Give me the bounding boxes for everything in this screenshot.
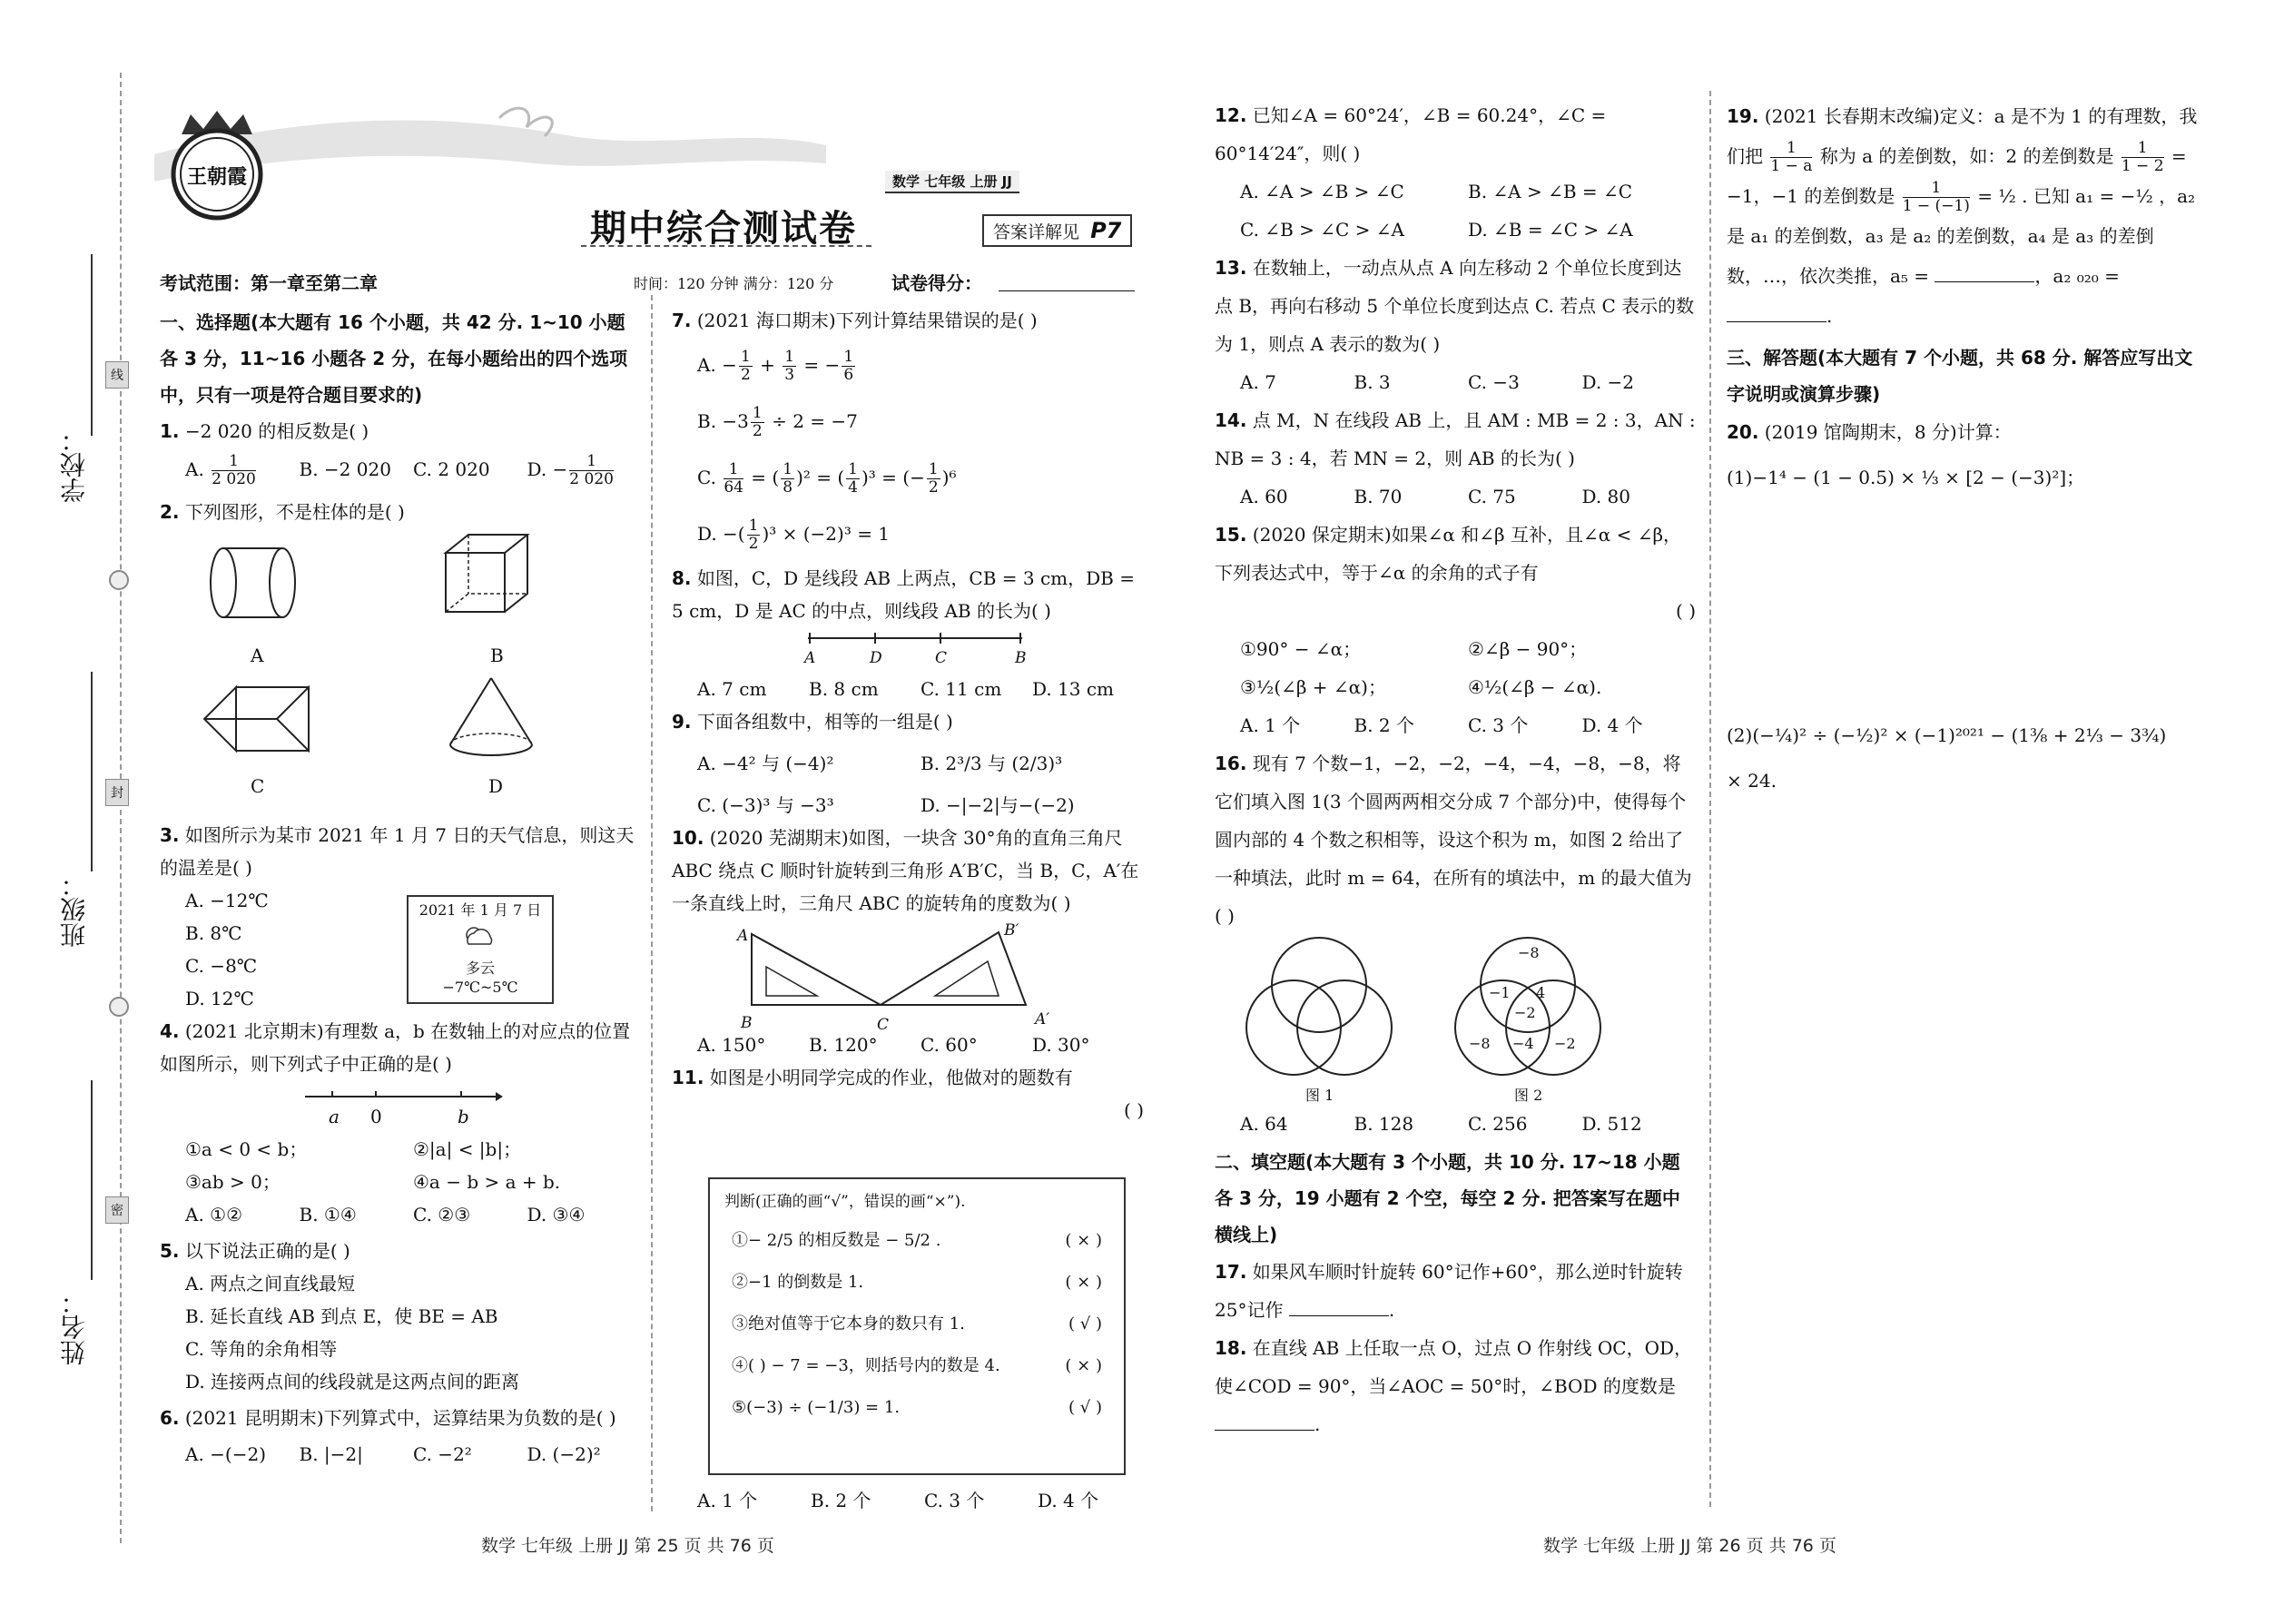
binding-hole [109,997,129,1017]
column-1 [160,304,641,1471]
cube-figure [441,530,532,621]
cone-figure [441,674,541,764]
q19-a2020-blank[interactable] [1727,304,1826,322]
column-separator [651,295,653,1511]
answer-ref-page: P7 [1090,218,1122,243]
section-3-heading: 三、解答题(本大题有 7 个小题，共 68 分. 解答应写出文字说明或演算步骤) [1727,347,2193,405]
cloud-icon [458,922,503,948]
number-line: a 0 b [160,1080,641,1129]
footer-right: 数学 七年级 上册 JJ 第 26 页 共 76 页 [1543,1536,1836,1556]
question-16: 16. 现有 7 个数−1，−2，−2，−4，−4，−8，−8，将它们填入图 1(3 个圆两两相交分成 7 个部分)中，使得每个圆内部的 4 个数之积相等，设这个积为 m，如图 2 给出了一种填法，此时 m = 64，在所有的填法中，m 的最大值为( ) [1215,753,1692,927]
question-18: 18. 在直线 AB 上任取一点 O，过点 O 作射线 OC，OD，使∠COD = 90°，当∠AOC = 50°时，∠BOD 的度数是 . [1215,1337,1693,1435]
figure-c-label: C [251,775,265,797]
question-11-options: A. 1 个 B. 2 个 C. 3 个 D. 4 个 [697,1490,1099,1511]
title-underline [581,245,871,247]
question-7: 7. (2021 海口期末)下列计算结果错误的是( ) A. − $\frac{1}{2}$ + $\frac{1}{3}$ = − $\frac{1}{6}$ B. −3 $\frac{1}{2}$ ÷ 2 = −7 C. $\frac{1}{64}$ = ( $\frac{1}{8}$ )² = ( $\frac{1}{4}$ )³ = (− $\frac{1}{2}$ )⁶ D. −( $\frac{1}{2}$ )³ × (−2)³ = 1 [672,310,1038,553]
question-10: 10. (2020 芜湖期末)如图，一块含 30°角的直角三角尺 ABC 绕点 C 顺时针旋转到三角形 A′B′C，当 B，C，A′在一条直线上时，三角尺 ABC 的旋转角的度数为( ) A B C B′ A′ A. 150° B. 120° C. 60° D. 30° [672,822,1144,1061]
question-5: 5. 以下说法正确的是( ) A. 两点之间直线最短 B. 延长直线 AB 到点 E，使 BE = AB C. 等角的余角相等 D. 连接两点间的线段就是这两点间的距离 [160,1240,520,1393]
question-2: 2. 下列图形，不是柱体的是( ) [160,501,405,523]
footer-left: 数学 七年级 上册 JJ 第 25 页 共 76 页 [481,1536,774,1556]
section-2-heading: 二、填空题(本大题有 3 个小题，共 10 分. 17~18 小题各 3 分，19 小题有 2 个空，每空 2 分. 把答案写在题中横线上) [1215,1151,1680,1245]
q18-answer-blank[interactable] [1215,1412,1314,1431]
column-3: 12. 已知∠A = 60°24′，∠B = 60.24°，∠C = 60°14′24″，则( ) A. ∠A > ∠B > ∠C B. ∠A > ∠B = ∠C C. ∠B > ∠C > ∠A D. ∠B = ∠C > ∠A 13. 在数轴上，一动点从点 A 向左移动 2 个单位长度到达点 B，再向右移动 5 个单位长度到达点 C. 若点 C 表示的数为 1，则点 A 表示的数为( ) A. 7 B. 3 C. −3 D. −2 14. 点 M，N 在线段 AB 上，且 AM : MB = 2 : 3，AN : NB = 3 : 4，若 MN = 2，则 AB 的长为( ) A. 60 B. 70 C. 75 D. 80 15. (2020 保定期末)如果∠α 和∠β 互补，且∠α < ∠β，下列表达式中，等于∠α 的余角的式子有 ( ) ①90° − ∠α； ②∠β − 90°； ③½(∠β + ∠α)； ④½(∠β − ∠α). A. 1 个 B. 2 个 C. 3 个 D. 4 个 16. 现有 7 个数−1，−2，−2，−4，−4，−8，−8，将它们填入图 1(3 个圆两两相交分成 7 个部分)中，使得每个圆内部的 4 个数之积相等，设这个积为 m，如图 2 给出了一种填法，此时 m = 64，在所有的填法中，m 的最大值为( ) 图 1 −8 −1 4 −2 −8 −4 −2 图 2 A. 64 B. 128 C. 256 D. 512 二、填空题(本大题有 3 个小题，共 10 分. 17~18 小题各 3 分，19 小题有 2 个空，每空 2 分. 把答案写在题中横线上) 17. 如果风车顺时针旋转 60°记作+60°，那么逆时针旋转 25°记作 . 18. 在直线 AB 上任取一点 O，过点 O 作射线 OC，OD，使∠COD = 90°，当∠AOC = 50°时，∠BOD 的度数是 . [1215,96,1696,1443]
q20-part-2: (2)(−¼)² ÷ (−½)² × (−1)²⁰²¹ − (1⅜ + 2⅓ − 3¾) [1727,724,2167,746]
name-underline [91,1080,93,1280]
time-info: 时间：120 分钟 满分：120 分 [634,275,834,292]
q20-part-2-continued: × 24. [1727,770,1777,792]
logo-text: 王朝霞 [186,165,247,189]
q19-a5-blank[interactable] [1935,264,2034,282]
score-blank [999,290,1135,291]
seal-tag-line: 线 [105,361,129,389]
section-1-heading: 一、选择题(本大题有 16 个小题，共 42 分. 1~10 小题各 3 分，11~16 小题各 2 分，在每小题给出的四个选项中，只有一项是符合题目要求的) [160,311,628,406]
figure-b-label: B [490,645,504,666]
question-13: 13. 在数轴上，一动点从点 A 向左移动 2 个单位长度到达点 B，再向右移动 5 个单位长度到达点 C. 若点 C 表示的数为 1，则点 A 表示的数为( ) A. 7 B. 3 C. −3 D. −2 [1215,257,1695,393]
cylinder-figure [205,537,305,628]
school-label: 学校： [59,427,89,503]
seal-tag-secret: 密 [105,1196,129,1224]
school-underline [91,254,93,436]
question-15: 15. (2020 保定期末)如果∠α 和∠β 互补，且∠α < ∠β，下列表达式中，等于∠α 的余角的式子有 ( ) ①90° − ∠α； ②∠β − 90°； ③½(∠β + ∠α)； ④½(∠β − ∠α). A. 1 个 B. 2 个 C. 3 个 D. 4 个 [1215,524,1696,736]
question-8: 8. 如图，C，D 是线段 AB 上两点，CB = 3 cm，DB = 5 cm，D 是 AC 的中点，则线段 AB 的长为( ) A D C B A. 7 cm B. 8 cm C. 11 cm D. 13 cm [672,562,1144,705]
seal-tag-seal: 封 [105,779,129,806]
column-4 [1727,96,2208,801]
class-label: 班级： [59,871,89,948]
column-separator [1709,91,1711,1507]
segment-figure: A D C B [804,649,1027,667]
page-title: 期中综合测试卷 [590,208,857,250]
question-14: 14. 点 M，N 在线段 AB 上，且 AM : MB = 2 : 3，AN : NB = 3 : 4，若 MN = 2，则 AB 的长为( ) A. 60 B. 70 C. 75 D. 80 [1215,409,1696,507]
prism-figure [200,683,318,764]
answer-ref-label: 答案详解见 [993,222,1080,242]
brand-logo [162,107,272,221]
homework-box: 判断(正确的画“√”，错误的画“×”). ①− 2/5 的相反数是 − 5/2 . ( × ) ②−1 的倒数是 1. ( × ) ③绝对值等于它本身的数只有 1. ( √ ) ④( ) − 7 = −3，则括号内的数是 4. ( × ) ⑤(−3) ÷ (−1/3) = 1. ( √ ) [708,1177,1126,1475]
question-1: 1. −2 020 的相反数是( ) A. $\frac{1}{2 020}$ B. −2 020 C. 2 020 D. − $\frac{1}{2 020}$ [160,420,614,488]
figure-a-label: A [251,645,264,666]
exam-scope: 考试范围：第一章至第二章 [160,272,378,294]
score-label: 试卷得分： [891,272,982,294]
class-underline [91,672,93,871]
answer-ref-box [982,214,1132,247]
binding-hole [109,570,129,590]
question-6: 6. (2021 昆明期末)下列算式中，运算结果为负数的是( ) A. −(−2) B. |−2| C. −2² D. (−2)² [160,1407,616,1465]
q2-figures [160,528,641,819]
triangle-figure: A B C B′ A′ [737,921,1050,1034]
name-label: 姓名： [59,1289,89,1365]
question-12: 12. 已知∠A = 60°24′，∠B = 60.24°，∠C = 60°14′24″，则( ) A. ∠A > ∠B > ∠C B. ∠A > ∠B = ∠C C. ∠B > ∠C > ∠A D. ∠B = ∠C > ∠A [1215,104,1633,241]
q17-answer-blank[interactable] [1289,1298,1389,1316]
venn-figure-1 [1242,935,1396,1080]
question-9: 9. 下面各组数中，相等的一组是( ) A. −4² 与 (−4)² B. 2³/3 与 (2/3)³ C. (−3)³ 与 −3³ D. −|−2|与−(−2) [672,711,1075,816]
q20-part-1: (1)−1⁴ − (1 − 0.5) × ⅓ × [2 − (−3)²]； [1727,467,2085,488]
question-3: 3. 如图所示为某市 2021 年 1 月 7 日的天气信息，则这天的温差是( ) A. −12℃ B. 8℃ C. −8℃ D. 12℃ 2021 年 1 月 7 日 多云 −7℃~5℃ [160,824,635,1009]
question-11: 11. 如图是小明同学完成的作业，他做对的题数有 ( ) [672,1067,1144,1121]
subject-tag: 数学 七年级 上册 JJ [885,171,1019,193]
question-20: 20. (2019 馆陶期末，8 分)计算： (1)−1⁴ − (1 − 0.5) × ⅓ × [2 − (−3)²]； (2)(−¼)² ÷ (−½)² × (−1)²⁰²¹ − (1⅜ + 2⅓ − 3¾) × 24. [1727,412,2208,801]
venn-figures: 图 1 −8 −1 4 −2 −8 −4 −2 图 2 [1215,935,1696,1107]
question-19: 19. (2021 长春期末改编)定义：a 是不为 1 的有理数，我们把 $\frac{1}{1 - a}$ 称为 a 的差倒数，如：2 的差倒数是 $\frac{1}{1 - 2}$ = −1，−1 的差倒数是 $\frac{1}{1 - (-1)}$ = ½ . 已知 a₁ = −½ ，a₂ 是 a₁ 的差倒数，a₃ 是 a₂ 的差倒数，a₄ 是 a₃ 的差倒数，…，依次类推，a₅ = ，a₂ ₀₂₀ = . [1727,105,2198,327]
binding-dotted-line [120,73,122,1543]
weather-card: 2021 年 1 月 7 日 多云 −7℃~5℃ [407,895,554,1004]
question-4: 4. (2021 北京期末)有理数 a，b 在数轴上的对应点的位置如图所示，则下列式子中正确的是( ) a 0 b ①a < 0 < b； ②|a| < |b|； ③ab > 0； ④a − b > a + b. A. ①② B. ①④ C. ②③ D. ③④ [160,1015,641,1231]
column-2 [672,304,1144,1511]
question-17: 17. 如果风车顺时针旋转 60°记作+60°，那么逆时针旋转 25°记作 . [1215,1261,1683,1321]
figure-d-label: D [488,775,504,797]
